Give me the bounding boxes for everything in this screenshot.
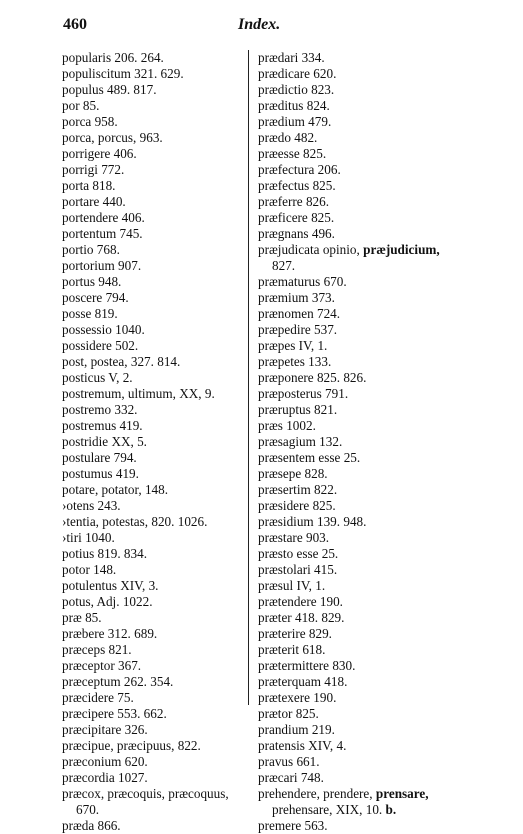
index-entry [62,818,242,834]
index-entry [258,306,468,322]
index-entry [62,594,242,610]
index-entry [258,146,468,162]
index-entry-text: pratensis XIV, 4. [258,738,347,753]
index-entry-text: posse 819. [62,306,118,321]
index-entry [62,82,242,98]
index-entry-bold-term: b. [385,802,397,817]
index-entry [258,738,468,754]
index-entry [62,354,242,370]
index-entry-text: prætermittere 830. [258,658,356,673]
index-entry-text: præterquam 418. [258,674,348,689]
index-entry [258,706,468,722]
index-entry-text: potare, potator, 148. [62,482,169,497]
index-entry [62,690,242,706]
index-entry-text: portentum 745. [62,226,143,241]
index-entry-text: posticus V, 2. [62,370,133,385]
index-entry [62,306,242,322]
index-entry [62,114,242,130]
index-entry-text: ›tentia, potestas, 820. 1026. [62,514,208,529]
index-entry-text: præponere 825. 826. [258,370,367,385]
index-entry-text: præesse 825. [258,146,327,161]
index-entry [258,386,468,402]
index-entry [258,258,468,274]
index-entry [62,146,242,162]
index-entry-text: præs 1002. [258,418,316,433]
index-entry-text: præceps 821. [62,642,132,657]
index-entry [258,722,468,738]
index-entry-text: præsepe 828. [258,466,328,481]
index-entry-text: ›tiri 1040. [62,530,115,545]
index-entry [258,450,468,466]
index-entry-text: 670. [76,802,100,817]
index-entry-text: præstare 903. [258,530,330,545]
index-entry-text: præsidere 825. [258,498,336,513]
index-entry [62,370,242,386]
index-entry-text: præpetes 133. [258,354,332,369]
index-entry-text: populus 489. 817. [62,82,157,97]
index-entry [258,562,468,578]
index-entry-text: præpedire 537. [258,322,338,337]
index-entry-text: præpes IV, 1. [258,338,328,353]
index-entry-text: prædium 479. [258,114,332,129]
index-entry-text: prænomen 724. [258,306,341,321]
index-entry [258,50,468,66]
index-entry-text: prætendere 190. [258,594,343,609]
index-entry-text: præconium 620. [62,754,148,769]
index-entry [258,130,468,146]
index-entry [62,514,242,530]
index-entry-text: prædo 482. [258,130,318,145]
index-entry [62,274,242,290]
index-entry-text: por 85. [62,98,100,113]
index-entry [258,194,468,210]
index-entry-text: præmaturus 670. [258,274,347,289]
index-entry [258,402,468,418]
index-entry [258,802,468,818]
index-entry-text: portus 948. [62,274,122,289]
index-entry [258,418,468,434]
index-entry [62,50,242,66]
index-entry-text: portendere 406. [62,210,145,225]
index-entry [62,674,242,690]
index-entry-text: porca, porcus, 963. [62,130,163,145]
index-entry-text: præposterus 791. [258,386,349,401]
index-entry-text: præsentem esse 25. [258,450,361,465]
index-entry [258,226,468,242]
index-entry [258,578,468,594]
index-entry-text: præruptus 821. [258,402,338,417]
index-entry-text: ›otens 243. [62,498,121,513]
index-entry-text: præsagium 132. [258,434,343,449]
index-entry [62,610,242,626]
index-entry [258,594,468,610]
index-entry-bold-term: præjudicium, [363,242,440,257]
index-entry [258,514,468,530]
index-entry-text: præcipere 553. 662. [62,706,167,721]
index-entry [62,178,242,194]
index-entry-text: præmium 373. [258,290,335,305]
index-entry [258,354,468,370]
page-header [0,0,523,40]
column-divider [248,50,249,705]
index-entry [258,66,468,82]
index-entry-text: postremo 332. [62,402,138,417]
index-entry [258,370,468,386]
index-entry [258,658,468,674]
index-entry [258,338,468,354]
index-entry-text: præfectura 206. [258,162,341,177]
index-entry [62,130,242,146]
index-entry-text: postumus 419. [62,466,139,481]
index-entry-text: præ 85. [62,610,102,625]
index-entry-text: potor 148. [62,562,117,577]
index-entry [258,322,468,338]
index-entry [62,242,242,258]
index-entry-text: postremus 419. [62,418,143,433]
index-entry [258,626,468,642]
index-entry [258,242,468,258]
index-entry-text: præcidere 75. [62,690,134,705]
index-entry [62,434,242,450]
index-entry-text: portorium 907. [62,258,142,273]
index-entry-text: prehendere, prendere, [258,786,376,801]
index-entry-text: post, postea, 327. 814. [62,354,181,369]
index-column-left [62,50,242,834]
index-entry-text: prandium 219. [258,722,335,737]
page-title: Index. [238,16,281,33]
index-column-right [258,50,468,834]
index-entry [62,642,242,658]
index-entry-text: 827. [272,258,296,273]
index-entry-text: prehensare, XIX, 10. [272,802,386,817]
index-entry [62,450,242,466]
index-entry [62,578,242,594]
index-entry [258,690,468,706]
index-entry-text: præficere 825. [258,210,335,225]
index-entry-text: præfectus 825. [258,178,336,193]
index-entry-text: prætexere 190. [258,690,337,705]
index-entry-text: præterire 829. [258,626,332,641]
index-entry [62,290,242,306]
index-entry [258,642,468,658]
index-entry [62,706,242,722]
index-entry [62,322,242,338]
index-entry-text: prædari 334. [258,50,325,65]
index-entry-text: prædicare 620. [258,66,337,81]
index-entry [258,770,468,786]
index-entry [62,786,242,802]
index-entry-text: postremum, ultimum, XX, 9. [62,386,215,401]
index-entry-text: porta 818. [62,178,116,193]
index-entry-text: præcox, præcoquis, præcoquus, [62,786,229,801]
index-entry [62,162,242,178]
index-entry-text: præcipitare 326. [62,722,148,737]
index-entry [62,258,242,274]
index-entry [258,162,468,178]
index-entry [62,194,242,210]
index-entry [62,482,242,498]
index-entry-bold-term: prensare, [375,786,429,801]
index-entry [62,738,242,754]
page-number: 460 [63,16,87,33]
index-entry [258,82,468,98]
index-entry [258,482,468,498]
index-entry [258,98,468,114]
index-entry-text: præceptor 367. [62,658,142,673]
index-entry [62,98,242,114]
index-entry [258,466,468,482]
index-entry-text: portio 768. [62,242,120,257]
index-entry [258,290,468,306]
index-entry-text: pravus 661. [258,754,320,769]
index-entry-text: porca 958. [62,114,118,129]
index-entry [258,178,468,194]
index-entry-text: præsul IV, 1. [258,578,326,593]
index-entry-text: præstolari 415. [258,562,338,577]
index-entry-text: præbere 312. 689. [62,626,158,641]
index-entry-text: postulare 794. [62,450,137,465]
index-entry [62,66,242,82]
index-entry-text: portare 440. [62,194,126,209]
index-entry-text: præcari 748. [258,770,324,785]
index-entry [62,722,242,738]
index-entry [258,274,468,290]
index-entry-text: possessio 1040. [62,322,145,337]
index-entry-text: premere 563. [258,818,328,833]
index-entry-text: prægnans 496. [258,226,335,241]
index-entry-text: præsidium 139. 948. [258,514,367,529]
index-entry-text: populiscitum 321. 629. [62,66,184,81]
index-entry [258,546,468,562]
index-entry [258,610,468,626]
index-entry-text: præterit 618. [258,642,326,657]
index-entry [62,626,242,642]
index-entry [258,818,468,834]
index-entry-text: præcipue, præcipuus, 822. [62,738,201,753]
index-entry-text: potius 819. 834. [62,546,147,561]
index-entry [258,210,468,226]
index-entry-text: porrigere 406. [62,146,137,161]
index-entry-text: porrigi 772. [62,162,125,177]
index-entry [62,562,242,578]
index-entry-text: poscere 794. [62,290,129,305]
index-entry-text: præcordia 1027. [62,770,148,785]
index-entry [62,338,242,354]
index-entry-text: præferre 826. [258,194,330,209]
index-entry [62,802,242,818]
index-entry [62,546,242,562]
index-entry-text: potus, Adj. 1022. [62,594,153,609]
index-entry-text: præda 866. [62,818,121,833]
index-entry-text: prætor 825. [258,706,319,721]
index-entry-text: possidere 502. [62,338,139,353]
index-entry [62,530,242,546]
index-entry [258,530,468,546]
index-entry [62,418,242,434]
index-entry [258,674,468,690]
index-entry [62,386,242,402]
index-entry [62,466,242,482]
index-entry-text: præter 418. 829. [258,610,345,625]
index-entry-text: popularis 206. 264. [62,50,164,65]
index-entry [62,658,242,674]
index-entry [62,770,242,786]
index-entry-text: potulentus XIV, 3. [62,578,159,593]
index-entry [62,210,242,226]
index-entry [258,498,468,514]
index-entry [258,786,468,802]
index-entry-text: præditus 824. [258,98,330,113]
index-entry-text: præsto esse 25. [258,546,339,561]
index-entry-text: præsertim 822. [258,482,338,497]
index-entry [258,114,468,130]
index-entry-text: prædictio 823. [258,82,335,97]
index-entry-text: præjudicata opinio, [258,242,364,257]
index-entry-text: postridie XX, 5. [62,434,147,449]
index-entry [62,402,242,418]
index-entry-text: præceptum 262. 354. [62,674,174,689]
index-entry [62,226,242,242]
index-entry [258,434,468,450]
index-entry [62,498,242,514]
